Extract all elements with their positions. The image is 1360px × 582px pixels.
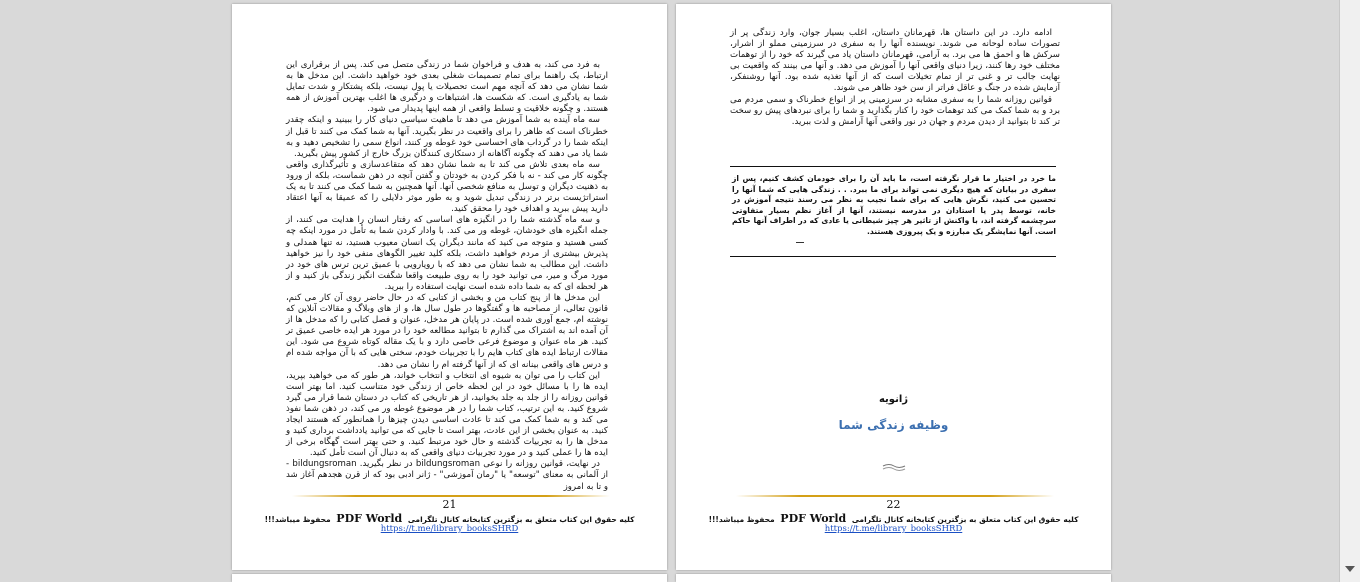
paragraph: قوانین روزانه شما را به سفری مشابه در سرزمینی پر از انواع خطرناک و سمی مردم می برد و به شما کمک می کند توهمات خود را کنار بگذارید و شما را برای نبردهای پیش رو سخت تر کند تا بتوانید از دیدن مردم و جهان در نور واقعی آنها آرامش و لذت ببرید. xyxy=(730,94,1060,127)
credit-prefix: کلیه حقوق این کتاب متعلق به بزگترین کتابخانه کانال تلگرامی xyxy=(407,515,635,524)
page-number: 22 xyxy=(886,498,901,511)
footer-rule xyxy=(292,495,610,497)
page-22 xyxy=(676,4,1111,570)
paragraph: به فرد می کند، به هدف و فراخوان شما در زندگی متصل می کند. پس از برقراری این ارتباط، یک راهنما برای تمام تصمیمات شغلی بعدی خود خواهید داشت. این مدخل ها به شما نشان می دهد که آنچه مهم است تحصیلات یا پول نیست، بلکه پشتکار و شدت تمایل شما به یادگیری است. که شکست ها، اشتباهات و درگیری ها اغلب بهترین آموزش از همه هستند. و چگونه خلاقیت و تسلط واقعی از همه اینها پدیدار می شود. xyxy=(286,60,608,115)
brand-name: PDF World xyxy=(336,512,403,525)
paragraph: سه ماه آینده به شما آموزش می دهد تا ماهیت سیاسی دنیای کار را ببینید و اینکه چقدر خطرناک است که ظاهر را برای واقعیت در نظر بگیرید. آنها به شما کمک می کنند تا قبل از اینکه شما را در گرداب های احساسی خود غوطه ور کنند، انواع سمی را تشخیص دهید و به شما یاد می دهند که چگونه آگاهانه از دستکاری کنندگان بزرگ خارج از کشور پیش بگیرید. xyxy=(286,115,608,159)
paragraph: سه ماه بعدی تلاش می کند تا به شما نشان دهد که متقاعدسازی و تأثیرگذاری واقعی چگونه کار می کند - نه با فکر کردن به خودتان و گفتن آنچه در ذهن شماست، بلکه از ورود به ذهنیت دیگران و توسل به منافع شخصی آنها. آنها همچنین به شما کمک می کنند تا به یک استراتژیست برتر در زندگی تبدیل شوید و به طور موثر دلایلی را که عمیقا به آنها اعتقاد دارید پیش ببرید و اهداف خود را محقق کنید. xyxy=(286,159,608,215)
part-label: ژانویه xyxy=(878,394,909,405)
quote-top-rule xyxy=(730,166,1056,167)
scroll-down-icon[interactable] xyxy=(1345,566,1355,572)
paragraph: در نهایت، قوانین روزانه را نوعی bildungsroman در نظر بگیرید. bildungsroman - از آلمانی به معنای "توسعه" یا "رمان آموزشی" - ژانر ادبی بود که از قرن هجدهم آغاز شد و تا به امروز xyxy=(286,459,608,492)
credit-suffix: محفوظ میباشد!!! xyxy=(264,515,331,524)
page-number: 21 xyxy=(442,498,457,511)
footer-link[interactable]: https://t.me/library_booksSHRD xyxy=(380,524,519,534)
paragraph: و سه ماه گذشته شما را در انگیزه های اساسی که رفتار انسان را هدایت می کنند، از جمله انگیزه های خودشان، غوطه ور می کند. با وادار کردن شما به تأمل در مورد اینکه چه کسی هستید و متوجه می کنید که مانند دیگران یک انسان معیوب هستید، نه تنها همدلی و پذیرش بیشتری از مردم خواهید داشت، بلکه کلید تغییر الگوهای منفی خود را نیز خواهید داشت. این مطالب به شما نشان می دهد که با رویارویی با عمیق ترین ترس های خود در مورد مرگ و میر، می توانید خود را به روی طبیعت واقعا شگفت انگیز زندگی باز کنید و از هر لحظه ای که به شما داده شده است نهایت استفاده را ببرید. xyxy=(286,215,608,292)
ornament-icon xyxy=(881,462,907,472)
quote-dash xyxy=(796,242,804,243)
page-22-body xyxy=(730,28,1060,128)
next-page-edge xyxy=(676,574,1111,582)
paragraph: این کتاب را می توان به شیوه ای انتخاب و انتخاب خواند، هر طور که می خواهید بپرید، ایده ها را با مسائل خود در این لحظه خاص از زندگی خود متناسب کنید. اما بهتر است قوانین روزانه را از جلد به جلد بخوانید، از هر تاریخی که کتاب در دستان شما قرار می گیرد شروع کنید. به این ترتیب، کتاب شما را در هر موضوع غوطه ور می کند، در ذهن شما نفوذ می کند و به شما کمک می کند تا عادت اساسی دیدن چیزها را همانطور که هستند ایجاد کنید. به عنوان بخشی از این عادت، بهتر است تا جایی که می توانید یادداشت برداری کنید و مدخل ها را به تجربیات گذشته و حال خود مرتبط کنید. و حتی بهتر است گهگاه برخی از ایده ها را عملی کنید و در مورد تجربیات دنیای واقعی که به دنبال آن است تأمل کنید. xyxy=(286,370,608,459)
quote-bottom-rule xyxy=(730,256,1056,257)
footer-rule xyxy=(736,495,1054,497)
credit-suffix: محفوظ میباشد!!! xyxy=(708,515,775,524)
brand-name: PDF World xyxy=(780,512,847,525)
footer-link[interactable]: https://t.me/library_booksSHRD xyxy=(824,524,963,534)
chapter-title: وظیفه زندگی شما xyxy=(838,418,949,432)
vertical-scrollbar[interactable] xyxy=(1339,0,1360,582)
paragraph: ادامه دارد. در این داستان ها، قهرمانان داستان، اغلب بسیار جوان، وارد زندگی پر از تصورات ساده لوحانه می شوند. نویسنده آنها را به سفری در سرزمینی مملو از اشرار، سرکش ها و احمق ها می برد. به آرامی، قهرمانان داستان یاد می گیرند که خود را از توهمات مختلف خود رها کنند، زیرا دنیای واقعی آنها را آموزش می دهد. و آنها می بینند که واقعیت بی نهایت جالب تر و غنی تر از تمام تخیلات است که از آنها تغذیه شده بود. آنها روشنفکر، آزمایش شده در جنگ و عاقل فراتر از سن خود ظاهر می شوند. xyxy=(730,28,1060,94)
paragraph: این مدخل ها از پنج کتاب من و بخشی از کتابی که در حال حاضر روی آن کار می کنم، قانون تعالی، از مصاحبه ها و گفتگوها در طول سال ها، و از های وبلاگ و مقالات آنلاین که نوشته ام، جمع آوری شده است. در پایان هر مدخل، عنوان و فصل کتابی را که مدخل ها از آن آمده اند به اشتراک می گذارم تا بتوانید مطالعه خود را در مورد هر ایده خاصی عمیق تر کنید. هر ماه عنوان و موضوع فرعی خاصی دارد و با یک مقاله کوتاه شروع می شود. این مقالات ارتباط ایده های کتاب هایم را با تجربیات خودم، سختی هایی که با آن مواجه شده ام و درس های واقعی بینانه ای که از آنها گرفته ام را نشان می دهد. xyxy=(286,292,608,370)
page-21-body xyxy=(286,60,608,493)
epigraph-quote: ما خرد در اختیار ما قرار نگرفته است، ما باید آن را برای خودمان کشف کنیم، پس از سفری در بیابان که هیچ دیگری نمی تواند برای ما ببرد. . . زندگی هایی که شما آنها را تحسین می کنید، نگرش هایی که برای شما نجیب به نظر می رسند نتیجه آموزش در خانه، توسط پدر یا استادان در مدرسه نیستند، آنها از آغاز نظم بسیار متفاوتی سرچشمه گرفته اند، با واکنش از تاثیر هر چیز شیطانی یا عادی که در اطراف آنها حاکم است. آنها نمایشگر یک مبارزه و یک پیروزی هستند. xyxy=(732,174,1056,236)
page-21 xyxy=(232,4,667,570)
credit-prefix: کلیه حقوق این کتاب متعلق به بزگترین کتابخانه کانال تلگرامی xyxy=(851,515,1079,524)
next-page-edge xyxy=(232,574,667,582)
